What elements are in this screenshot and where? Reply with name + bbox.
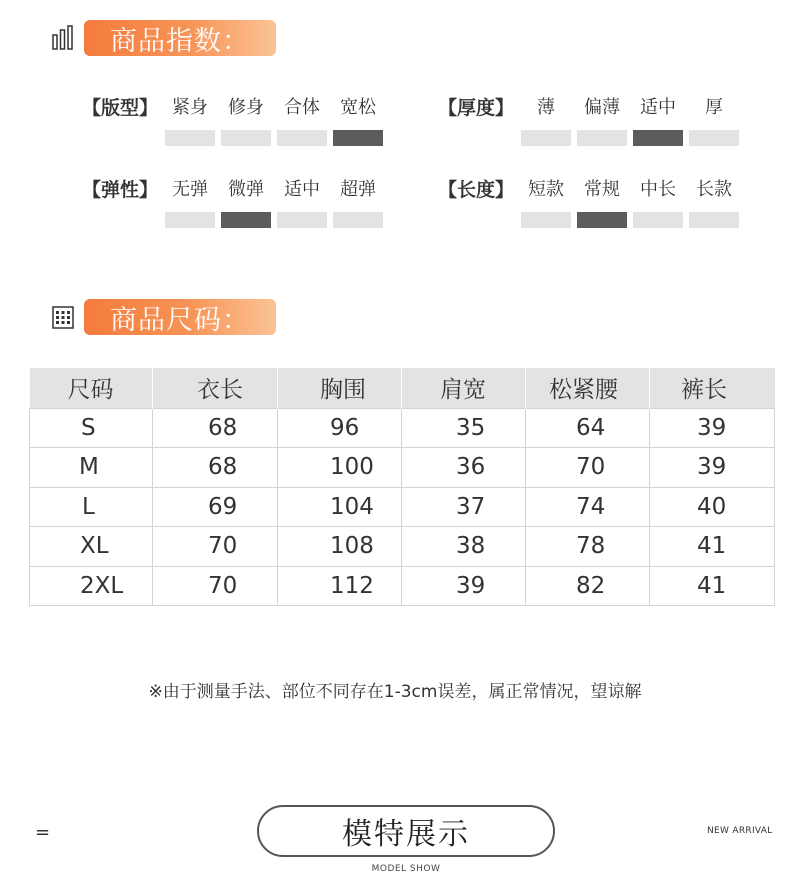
product-index-header — [52, 19, 276, 57]
option-bar — [633, 212, 683, 228]
option-label: 微弹 — [228, 179, 264, 200]
column-header: 肩宽 — [402, 368, 526, 408]
table-header-row — [30, 368, 775, 408]
grid-calendar-icon — [52, 303, 74, 331]
option-bar — [689, 130, 739, 146]
attr-length — [438, 178, 745, 228]
attr-elasticity-label: 【弹性】 — [82, 179, 159, 201]
attr-option — [521, 178, 571, 228]
table-row — [30, 448, 775, 488]
option-bar — [165, 130, 215, 146]
attr-option — [277, 178, 327, 228]
table-row — [30, 566, 775, 606]
option-bar — [577, 130, 627, 146]
table-cell: 41 — [650, 527, 775, 567]
table-cell: M — [30, 448, 153, 488]
table-cell: 41 — [650, 566, 775, 606]
table-cell: 78 — [526, 527, 650, 567]
attr-length-label: 【长度】 — [438, 179, 515, 201]
attr-thickness — [438, 96, 745, 146]
table-cell: 112 — [278, 566, 402, 606]
attr-option — [221, 178, 271, 228]
option-label: 适中 — [284, 179, 320, 200]
column-header: 尺码 — [30, 368, 153, 408]
table-cell: 2XL — [30, 566, 153, 606]
table-cell: 74 — [526, 487, 650, 527]
option-label: 宽松 — [340, 97, 376, 118]
table-cell: S — [30, 408, 153, 448]
option-label: 短款 — [528, 179, 564, 200]
table-cell: XL — [30, 527, 153, 567]
attr-option — [577, 96, 627, 146]
option-label: 紧身 — [172, 97, 208, 118]
table-cell: 36 — [402, 448, 526, 488]
table-cell: 40 — [650, 487, 775, 527]
table-cell: 37 — [402, 487, 526, 527]
table-cell: 70 — [526, 448, 650, 488]
table-row — [30, 487, 775, 527]
option-label: 长款 — [696, 179, 732, 200]
attr-option — [277, 96, 327, 146]
attr-option — [221, 96, 271, 146]
option-bar — [221, 130, 271, 146]
measurement-note: ※由于测量手法、部位不同存在1-3cm误差，属正常情况，望谅解 — [148, 682, 642, 702]
product-index-title: 商品指数： — [84, 20, 276, 56]
table-cell: 100 — [278, 448, 402, 488]
table-cell: 38 — [402, 527, 526, 567]
option-label: 适中 — [640, 97, 676, 118]
table-cell: 70 — [153, 566, 278, 606]
attr-option — [689, 178, 739, 228]
attr-option — [577, 178, 627, 228]
model-show-pill — [257, 805, 555, 857]
table-cell: 82 — [526, 566, 650, 606]
option-bar — [221, 212, 271, 228]
table-cell: 64 — [526, 408, 650, 448]
table-cell: 68 — [153, 408, 278, 448]
table-cell: L — [30, 487, 153, 527]
option-label: 超弹 — [340, 179, 376, 200]
table-row — [30, 527, 775, 567]
option-bar — [521, 130, 571, 146]
option-label: 中长 — [640, 179, 676, 200]
option-label: 薄 — [537, 97, 555, 118]
option-bar — [333, 212, 383, 228]
attr-option — [633, 178, 683, 228]
attr-thickness-options — [521, 96, 745, 146]
attr-option — [165, 96, 215, 146]
option-bar — [165, 212, 215, 228]
new-arrival-label: NEW ARRIVAL — [707, 826, 773, 836]
option-label: 无弹 — [172, 179, 208, 200]
attr-fit — [82, 96, 389, 146]
equals-mark: = — [35, 822, 51, 843]
attr-fit-label: 【版型】 — [82, 97, 159, 119]
option-bar — [521, 212, 571, 228]
table-row — [30, 408, 775, 448]
option-label: 偏薄 — [584, 97, 620, 118]
table-cell: 69 — [153, 487, 278, 527]
attr-option — [333, 178, 383, 228]
option-bar — [277, 130, 327, 146]
table-cell: 68 — [153, 448, 278, 488]
attr-length-options — [521, 178, 745, 228]
column-header: 衣长 — [153, 368, 278, 408]
option-bar — [689, 212, 739, 228]
table-cell: 96 — [278, 408, 402, 448]
option-label: 常规 — [584, 179, 620, 200]
attr-option — [689, 96, 739, 146]
bar-chart-icon — [52, 24, 74, 52]
table-cell: 108 — [278, 527, 402, 567]
option-label: 合体 — [284, 97, 320, 118]
option-bar — [333, 130, 383, 146]
option-label: 修身 — [228, 97, 264, 118]
attr-thickness-label: 【厚度】 — [438, 97, 515, 119]
attr-elasticity-options — [165, 178, 389, 228]
column-header: 松紧腰 — [526, 368, 650, 408]
table-cell: 39 — [402, 566, 526, 606]
table-cell: 70 — [153, 527, 278, 567]
model-show-subtitle: MODEL SHOW — [371, 864, 441, 874]
table-cell: 39 — [650, 408, 775, 448]
model-show-title: 模特展示 — [342, 817, 470, 852]
size-table — [29, 368, 775, 606]
attr-fit-options — [165, 96, 389, 146]
attr-option — [165, 178, 215, 228]
attr-option — [333, 96, 383, 146]
option-label: 厚 — [705, 97, 723, 118]
column-header: 裤长 — [650, 368, 775, 408]
option-bar — [277, 212, 327, 228]
column-header: 胸围 — [278, 368, 402, 408]
product-size-header — [52, 298, 276, 336]
table-cell: 104 — [278, 487, 402, 527]
table-cell: 35 — [402, 408, 526, 448]
attr-elasticity — [82, 178, 389, 228]
table-cell: 39 — [650, 448, 775, 488]
option-bar — [577, 212, 627, 228]
product-size-title: 商品尺码： — [84, 299, 276, 335]
attr-option — [521, 96, 571, 146]
option-bar — [633, 130, 683, 146]
attr-option — [633, 96, 683, 146]
